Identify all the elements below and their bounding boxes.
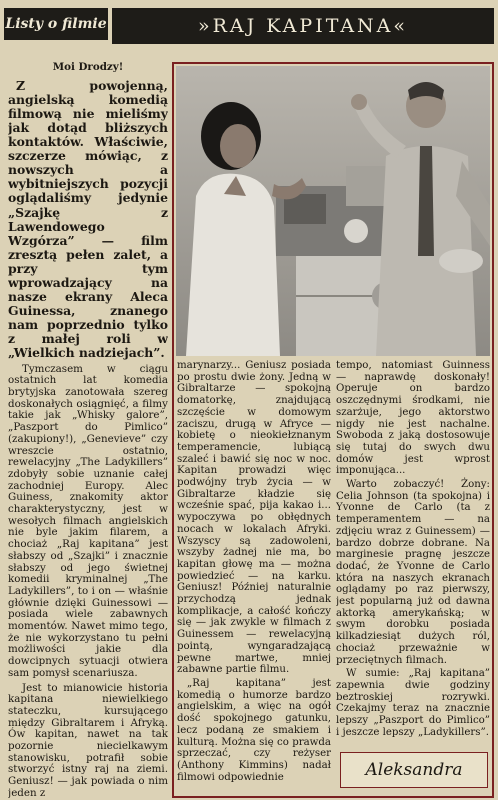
greeting: Moi Drodzy! bbox=[52, 62, 124, 73]
paragraph: W sumie: „Raj kapitana” zapewnia dwie godziny beztroskiej rozrywki. Czekajmy teraz na znacznie lepszy „Paszport do Pimlico” i jeszcze lepszy „Ladykillers”. bbox=[336, 668, 490, 738]
text-column-2 bbox=[177, 360, 331, 792]
paragraph: Tymczasem w ciągu ostatnich lat komedia brytyjska zanotowała szereg doskonałych osiągnięć, a filmy takie jak „Whisky galore”, „Paszport do Pimlico” (zakupiony!), „Genevieve” czy wreszcie ostatnio, rewelacyjny „The Ladykillers” zdobyły sobie uznanie całej zachodniej Europy. Alec Guiness, znakomity aktor charakterystyczny, jest w wesołych filmach angielskich nie byle jakim filarem, a chociaż „Raj kapitana” jest słabszy od „Szajki” i znacznie słabszy od jego świetnej komedii kryminalnej „The Ladykillers”, to i on — właśnie głównie dzięki Guinessowi — posiada wiele zabawnych momentów. Nawet mimo tego, że nie wykorzystano tu pełni możliwości jakie dla dowcipnych sytuacji otwiera sam pomysł scenariusza. bbox=[8, 362, 168, 679]
section-label: Listy o filmie bbox=[4, 8, 108, 40]
author-signature: Aleksandra bbox=[340, 752, 488, 788]
paragraph: tempo, natomiast Guinness — naprawdę doskonały! Operuje on bardzo oszczędnymi środkami, nie szarżuje, jego aktorstwo nigdy nie jest nachalne. Swoboda z jaką dostosowuje się tutaj do swych dwu domów jest wprost imponująca... bbox=[336, 360, 490, 477]
page-header bbox=[0, 0, 498, 58]
paragraph: Jest to mianowicie historia kapitana niewielkiego stateczku, kursującego między Gibraltarem i Afryką. Ów kapitan, nawet na tak pozornie niecielkawym stanowisku, potrafił sobie stworzyć istny raj na ziemi. Geniusz! — jak powiada o nim jeden z bbox=[8, 681, 168, 798]
paragraph: Warto zobaczyć! Żony: Celia Johnson (ta spokojna) i Yvonne de Carlo (ta z temperamentem — na zdjęciu wraz z Guinessem) — bardzo dobrze dobrane. Na marginesie pragnę jeszcze dodać, że Yvonne de Carlo która na naszych ekranach oglądamy po raz pierwszy, jest popularną już od dawna aktorką amerykańską; w swym dorobku posiada kilkadziesiąt dużych ról, chociaż przeważnie w przeciętnych filmach. bbox=[336, 479, 490, 666]
text-column-1 bbox=[8, 62, 168, 798]
text-column-3 bbox=[336, 360, 490, 792]
lead-paragraph: Z powojenną, angielską komedią filmową nie mieliśmy jak dotąd bliższych kontaktów. Właściwie, szczerze mówiąc, z nowszych a wybitniejszych pozycji oglądaliśmy jedynie „Szajkę z Lawendowego Wzgórza” — film zresztą pełen zalet, a przy tym wprowadzający na nasze ekrany Aleca Guinessa, znanego nam poprzednio tylko z małej roli w „Wielkich nadziejach”. bbox=[8, 77, 168, 361]
paragraph: marynarzy... Geniusz posiada po prostu dwie żony. Jedną w Gibraltarze — spokojną domatorkę, znajdującą szczęście w domowym zaciszu, drugą w Afryce — kobietę o nieokiełznanym temperamencie, lubiącą szaleć i bawić się noc w noc. Kapitan prowadzi więc podwójny tryb życia — w Gibraltarze kładzie się wcześnie spać, pija kakao i... wypoczywa po obłędnych nocach w lokalach Afryki. Wszyscy są zadowoleni, wszyby żadnej nie ma, bo kapitan głowę ma — można powiedzieć — na karku. Geniusz! Później naturalnie przychodzą jednak komplikacje, a całość kończy się — jak zwykle w filmach z Guinessem — rewelacyjną pointą, wyngaradzającą pewne martwe, mniej zabawne partie filmu. bbox=[177, 360, 331, 676]
film-still-photo bbox=[176, 66, 490, 356]
article-title: »RAJ KAPITANA« bbox=[112, 8, 494, 44]
paragraph: „Raj kapitana” jest komedią o humorze bardzo angielskim, a więc na ogół dość spokojnego gatunku, lecz podaną ze smakiem i kulturą. Można się co prawda sprzeczać, czy reżyser (Anthony Kimmins) nadał filmowi odpowiednie bbox=[177, 677, 331, 783]
